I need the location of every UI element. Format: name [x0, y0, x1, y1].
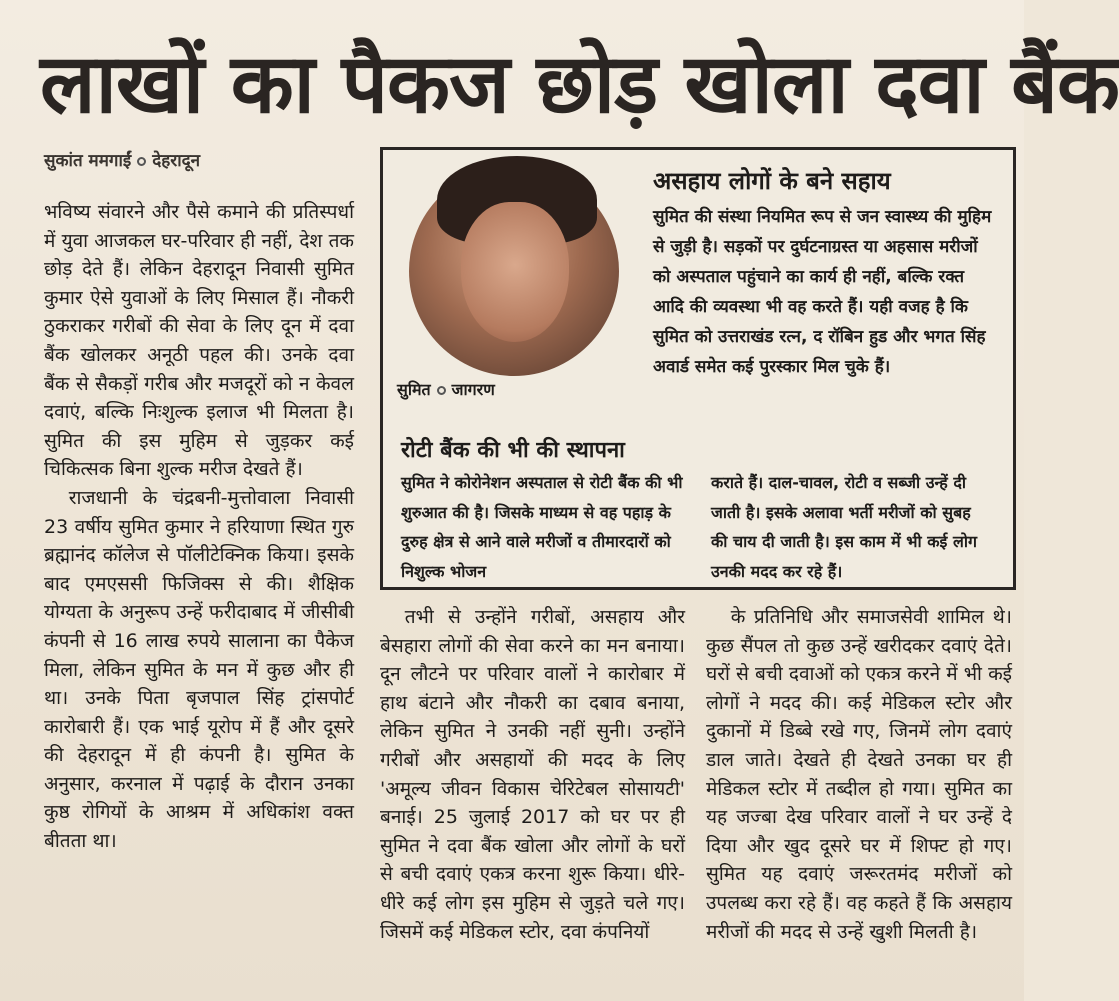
right-column: के प्रतिनिधि और समाजसेवी शामिल थे। कुछ सैंपल तो कुछ उन्हें खरीदकर दवाएं देते। घरों से बची दवाओं को एकत्र करने में भी कई लोगों ने मदद की। कई मेडिकल स्टोर और दुकानों में डिब्बे रखे गए, जिनमें लोग दवाएं डाल जाते। देखते ही देखते उनका घर ही मेडिकल स्टोर में तब्दील हो गया। सुमित का यह जज्बा देख परिवार वालों ने घर उन्हें दे दिया और खुद दूसरे घर में शिफ्ट हो गए। सुमित यह दवाएं जरूरतमंद मरीजों को उपलब्ध करा रहे हैं। वह कहते हैं कि असहाय मरीजों की मदद से उन्हें खुशी मिलती है।: [706, 606, 1012, 943]
headline: लाखों का पैकज छोड़ खोला दवा बैंक: [40, 37, 1119, 132]
box-text-roti-bank-2: कराते हैं। दाल-चावल, रोटी व सब्जी उन्हें दी जाती है। इसके अलावा भर्ती मरीजों को सुबह की चाय दी जाती है। इस काम में भी कई लोग उनकी मदद कर रहे हैं।: [711, 473, 977, 581]
caption-source: जागरण: [451, 380, 495, 399]
left-column: [44, 198, 354, 856]
bullet-icon: [437, 386, 446, 395]
caption-name: सुमित: [397, 380, 431, 399]
bullet-icon: [137, 157, 146, 166]
box-heading-roti-bank: रोटी बैंक की भी की स्थापना: [401, 438, 625, 463]
sidebar-box: [380, 147, 1016, 590]
byline-place: देहरादून: [152, 151, 201, 171]
box-heading-helpless: असहाय लोगों के बने सहाय: [653, 167, 891, 195]
left-body-paragraph: राजधानी के चंद्रबनी-मुत्तोवाला निवासी 23 वर्षीय सुमित कुमार ने हरियाणा स्थित गुरु ब्रह्मानंद कॉलेज से पॉलीटेक्निक किया। इसके बाद एमएससी फिजिक्स से की। शैक्षिक योग्यता के अनुरूप उन्हें फरीदाबाद में जीसीबी कंपनी से 16 लाख रुपये सालाना का पैकेज मिला, लेकिन सुमित के मन में कुछ और ही था। उनके पिता बृजपाल सिंह ट्रांसपोर्ट कारोबारी हैं। एक भाई यूरोप में हैं और दूसरे की देहरादून में ही कंपनी है। सुमित के अनुसार, करनाल में पढ़ाई के दौरान उनका कुष्ठ रोगियों के आश्रम में अधिकांश वक्त बीतता था।: [44, 486, 354, 853]
middle-column: तभी से उन्होंने गरीबों, असहाय और बेसहारा लोगों की सेवा करने का मन बनाया। दून लौटने पर परिवार वालों ने कारोबार में हाथ बंटाने और नौकरी का दबाव बनाया, लेकिन सुमित ने उनकी नहीं सुनी। उन्होंने गरीबों और असहायों की मदद के लिए 'अमूल्य जीवन विकास चेरिटेबल सोसायटी' बनाई। 25 जुलाई 2017 को घर पर ही सुमित ने दवा बैंक खोला और लोगों के घरों से बची दवाएं एकत्र करना शुरू किया। धीरे-धीरे कई लोग इस मुहिम से जुड़ते चले गए। जिसमें कई मेडिकल स्टोर, दवा कंपनियों: [380, 606, 685, 943]
sumit-photo: [409, 166, 619, 376]
box-text-helpless: सुमित की संस्था नियमित रूप से जन स्वास्थ्य की मुहिम से जुड़ी है। सड़कों पर दुर्घटनाग्रस्त या अहसास मरीजों को अस्पताल पहुंचाने का कार्य ही नहीं, बल्कि रक्त आदि की व्यवस्था भी वह करते हैं। यही वजह है कि सुमित को उत्तराखंड रत्न, द रॉबिन हुड और भगत सिंह अवार्ड समेत कई पुरस्कार मिल चुके हैं।: [653, 207, 992, 377]
left-intro-paragraph: भविष्य संवारने और पैसे कमाने की प्रतिस्पर्धा में युवा आजकल घर-परिवार ही नहीं, देश तक छोड़ देते हैं। लेकिन देहरादून निवासी सुमित कुमार ऐसे युवाओं के लिए मिसाल हैं। नौकरी ठुकराकर गरीबों की सेवा के लिए दून में दवा बैंक खोलकर अनूठी पहल की। उनके दवा बैंक से सैकड़ों गरीब और मजदूरों को न केवल दवाएं, बल्कि निःशुल्क इलाज भी मिलता है। सुमित की इस मुहिम से जुड़कर कई चिकित्सक बिना शुल्क मरीज देखते हैं।: [44, 201, 354, 481]
photo-face: [461, 202, 569, 342]
box-text-roti-bank-1: सुमित ने कोरोनेशन अस्पताल से रोटी बैंक की भी शुरुआत की है। जिसके माध्यम से वह पहाड़ के दुरुह क्षेत्र से आने वाले मरीजों व तीमारदारों को निशुल्क भोजन: [401, 473, 683, 581]
photo-caption: [397, 378, 495, 400]
byline-author: सुकांत ममगाईं: [44, 151, 132, 171]
byline: [44, 148, 200, 171]
